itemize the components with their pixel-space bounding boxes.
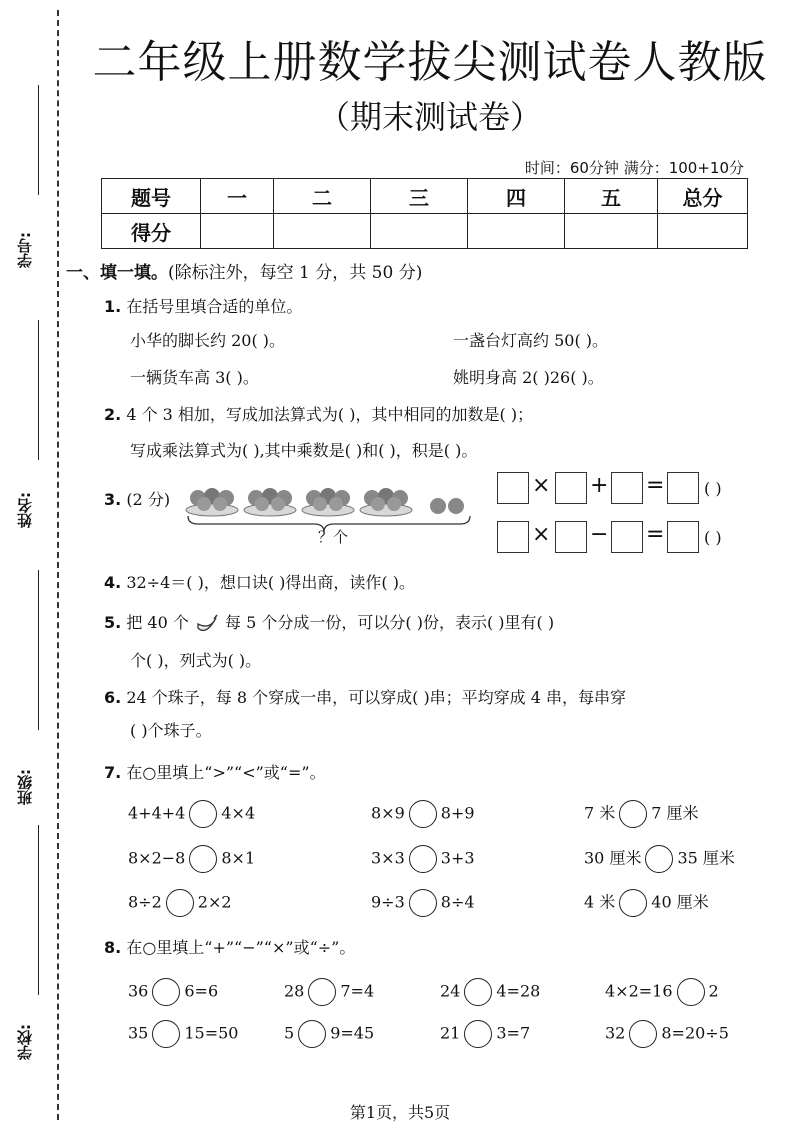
- question-7: [104, 760, 326, 783]
- question-text: 在○里填上“>”“<”或“=”。: [126, 763, 326, 782]
- question-number: 8.: [104, 938, 122, 957]
- answer-circle[interactable]: [166, 889, 194, 917]
- tomato-icon: [430, 498, 446, 514]
- times-operator: ×: [532, 522, 551, 547]
- question-number: 7.: [104, 763, 122, 782]
- tomato-plate-icon: [360, 488, 412, 516]
- question-number: 1.: [104, 297, 122, 316]
- class-label: 班级:: [16, 769, 34, 805]
- student-no-rule: [38, 85, 40, 195]
- answer-circle[interactable]: [298, 1020, 326, 1048]
- operator-item: 4×2=16 2: [605, 978, 719, 1006]
- score-cell: 四: [468, 179, 565, 214]
- answer-circle[interactable]: [619, 889, 647, 917]
- operator-item: 21 3=7: [440, 1020, 530, 1048]
- score-input-cell[interactable]: [658, 214, 748, 249]
- answer-circle[interactable]: [645, 845, 673, 873]
- question-text: 在○里填上“+”“−”“×”或“÷”。: [126, 938, 356, 957]
- q5-line-2: 个( )，列式为( )。: [130, 651, 262, 670]
- answer-paren[interactable]: ( ): [704, 528, 722, 547]
- compare-item: 4+4+4 4×4: [128, 800, 255, 828]
- answer-circle[interactable]: [619, 800, 647, 828]
- binding-dashed-line: [57, 10, 59, 1120]
- question-5: [104, 610, 554, 636]
- score-input-cell[interactable]: [201, 214, 274, 249]
- answer-box[interactable]: [497, 472, 529, 504]
- compare-item: 30 厘米 35 厘米: [584, 845, 735, 873]
- compare-item: 8×2−8 8×1: [128, 845, 255, 873]
- question-number: 3.: [104, 490, 122, 509]
- answer-box[interactable]: [555, 521, 587, 553]
- score-cell: 三: [371, 179, 468, 214]
- answer-box[interactable]: [667, 521, 699, 553]
- answer-circle[interactable]: [409, 800, 437, 828]
- compare-item: 9÷3 8÷4: [371, 889, 475, 917]
- school-rule: [38, 825, 40, 995]
- question-3: [104, 487, 170, 510]
- score-cell: 二: [274, 179, 371, 214]
- section-heading: [66, 258, 422, 283]
- question-text: 在括号里填合适的单位。: [126, 297, 303, 316]
- answer-circle[interactable]: [189, 800, 217, 828]
- question-text: 把 40 个: [126, 613, 189, 632]
- score-table-row: [102, 179, 748, 214]
- question-number: 4.: [104, 573, 122, 592]
- page-footer: 第1页，共5页: [349, 1103, 451, 1122]
- question-score: (2 分): [126, 490, 171, 509]
- answer-box[interactable]: [667, 472, 699, 504]
- q3-brace-label: ？个: [318, 528, 349, 546]
- score-input-cell[interactable]: [468, 214, 565, 249]
- equals-operator: =: [646, 473, 665, 498]
- compare-item: 3×3 3+3: [371, 845, 475, 873]
- tomato-plate-icon: [244, 488, 296, 516]
- score-cell: 得分: [102, 214, 201, 249]
- tomato-icon: [448, 498, 464, 514]
- exam-meta: 时间：60分钟 满分：100+10分: [524, 159, 744, 177]
- answer-box[interactable]: [611, 521, 643, 553]
- answer-circle[interactable]: [677, 978, 705, 1006]
- answer-circle[interactable]: [464, 978, 492, 1006]
- answer-circle[interactable]: [464, 1020, 492, 1048]
- score-cell: 五: [565, 179, 658, 214]
- question-number: 6.: [104, 688, 122, 707]
- operator-item: 35 15=50: [128, 1020, 238, 1048]
- score-cell: 总分: [658, 179, 748, 214]
- answer-circle[interactable]: [629, 1020, 657, 1048]
- q2-line-2: 写成乘法算式为( ),其中乘数是( )和( )，积是( )。: [130, 441, 478, 460]
- answer-circle[interactable]: [152, 1020, 180, 1048]
- operator-item: 24 4=28: [440, 978, 540, 1006]
- tomato-plate-icon: [302, 488, 354, 516]
- q1-item-d: 姚明身高 2( )26( )。: [453, 368, 604, 387]
- score-input-cell[interactable]: [274, 214, 371, 249]
- score-cell: 一: [201, 179, 274, 214]
- operator-item: 28 7=4: [284, 978, 374, 1006]
- answer-circle[interactable]: [409, 889, 437, 917]
- school-label: 学校:: [16, 1024, 34, 1060]
- answer-circle[interactable]: [189, 845, 217, 873]
- answer-paren[interactable]: ( ): [704, 479, 722, 498]
- minus-operator: −: [590, 522, 609, 547]
- page-title: 二年级上册数学拔尖测试卷人教版: [92, 37, 768, 88]
- operator-item: 36 6=6: [128, 978, 218, 1006]
- name-label: 姓名:: [16, 492, 34, 528]
- compare-item: 7 米 7 厘米: [584, 800, 699, 828]
- score-input-cell[interactable]: [371, 214, 468, 249]
- score-cell: 题号: [102, 179, 201, 214]
- name-rule: [38, 320, 40, 460]
- question-8: [104, 935, 355, 958]
- times-operator: ×: [532, 473, 551, 498]
- compare-item: 4 米 40 厘米: [584, 889, 709, 917]
- q1-item-a: 小华的脚长约 20( )。: [130, 331, 286, 350]
- q6-line-2: ( )个珠子。: [130, 721, 212, 740]
- answer-box[interactable]: [497, 521, 529, 553]
- question-text: 32÷4＝( )，想口诀( )得出商，读作( )。: [126, 573, 415, 592]
- question-2: [104, 402, 533, 425]
- score-table-row: [102, 214, 748, 249]
- equals-operator: =: [646, 522, 665, 547]
- compare-item: 8÷2 2×2: [128, 889, 232, 917]
- question-1: [104, 294, 302, 317]
- question-text: 24 个珠子，每 8 个穿成一串，可以穿成( )串；平均穿成 4 串，每串穿: [126, 688, 627, 707]
- question-number: 5.: [104, 613, 122, 632]
- section-note: (除标注外，每空 1 分，共 50 分): [168, 263, 423, 283]
- answer-circle[interactable]: [308, 978, 336, 1006]
- q1-item-b: 一盏台灯高约 50( )。: [453, 331, 609, 350]
- tomato-plate-icon: [186, 488, 238, 516]
- plus-operator: +: [590, 473, 609, 498]
- page-subtitle: （期末测试卷）: [317, 98, 542, 136]
- student-no-label: 学号:: [16, 232, 34, 268]
- question-text: 4 个 3 相加，写成加法算式为( )，其中相同的加数是( )；: [126, 405, 534, 424]
- score-input-cell[interactable]: [565, 214, 658, 249]
- question-number: 2.: [104, 405, 122, 424]
- class-rule: [38, 570, 40, 730]
- section-label: 一、填一填。: [66, 263, 168, 283]
- answer-circle[interactable]: [409, 845, 437, 873]
- operator-item: 32 8=20÷5: [605, 1020, 729, 1048]
- answer-box[interactable]: [555, 472, 587, 504]
- compare-item: 8×9 8+9: [371, 800, 475, 828]
- answer-box[interactable]: [611, 472, 643, 504]
- answer-circle[interactable]: [152, 978, 180, 1006]
- question-6: [104, 685, 626, 708]
- score-table: [101, 178, 748, 249]
- question-4: [104, 570, 415, 593]
- q1-item-c: 一辆货车高 3( )。: [130, 368, 259, 387]
- operator-item: 5 9=45: [284, 1020, 374, 1048]
- question-text: 每 5 个分成一份，可以分( )份，表示( )里有( ): [225, 613, 555, 632]
- banana-icon: [194, 612, 220, 636]
